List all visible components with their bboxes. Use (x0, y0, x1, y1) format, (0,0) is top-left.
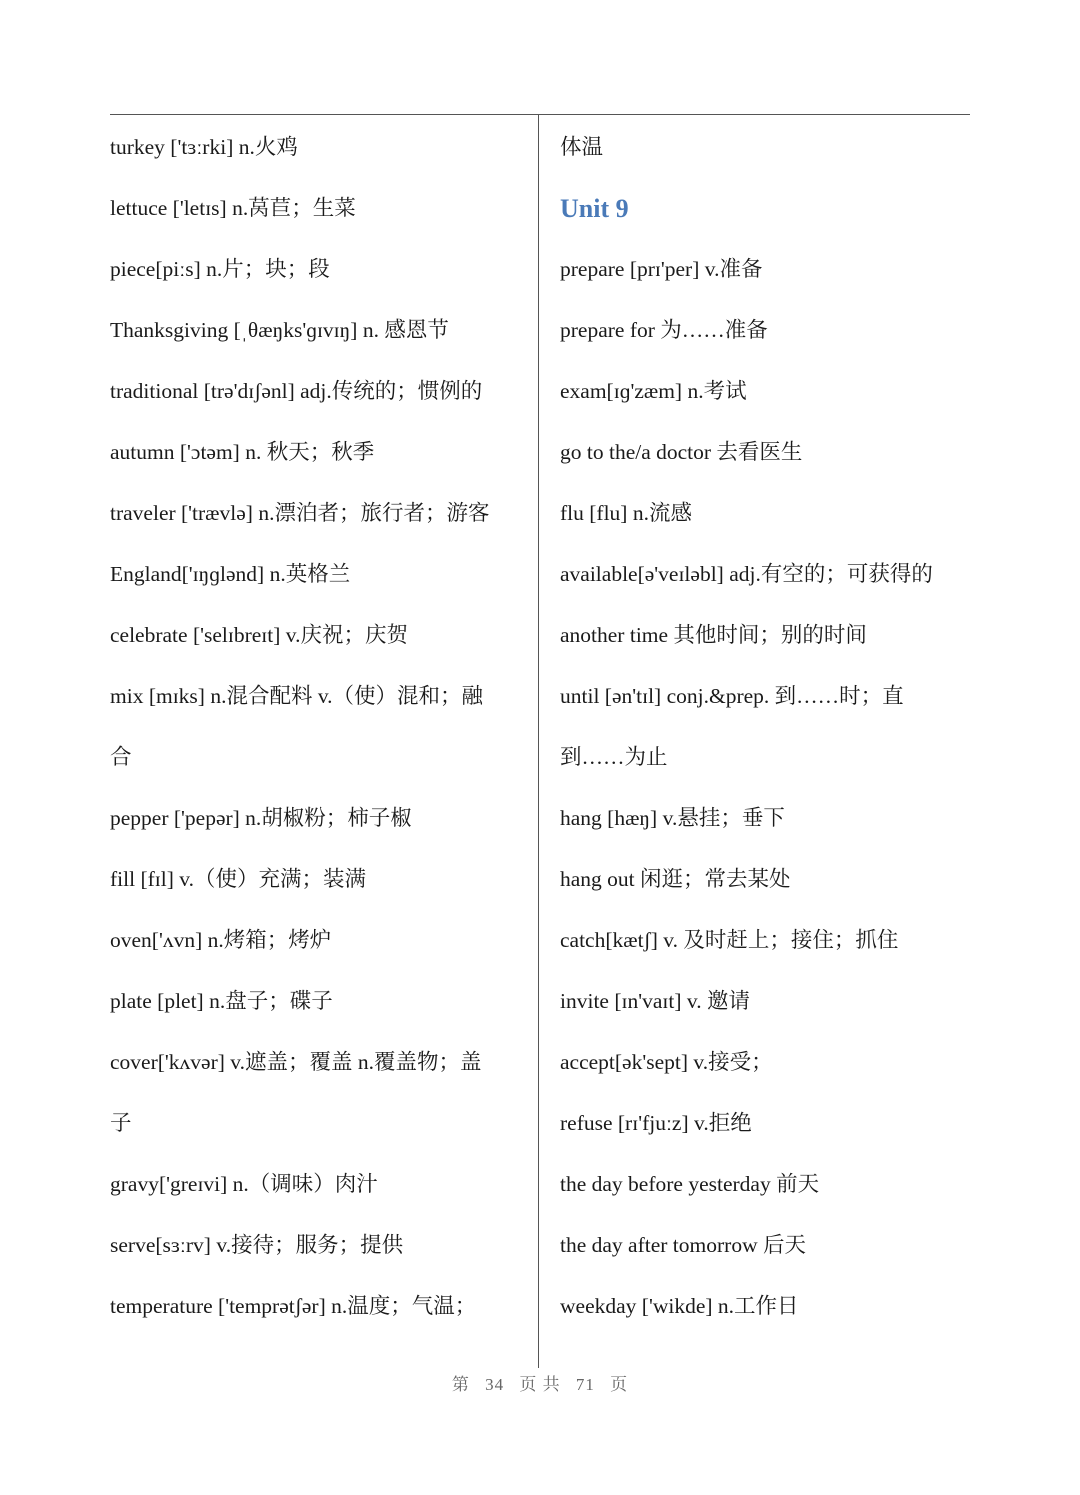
vocab-entry: gravy['greɪvi] n.（调味）肉汁 (110, 1172, 378, 1196)
unit-heading: Unit 9 (560, 194, 629, 223)
vocab-entry: mix [mɪks] n.混合配料 v.（使）混和；融 (110, 684, 484, 708)
vocab-entry: flu [flu] n.流感 (560, 501, 692, 525)
vocab-entry: temperature ['temprətʃər] n.温度；气温； (110, 1294, 477, 1318)
vocab-entry: traditional [trə'dɪʃənl] adj.传统的；惯例的 (110, 379, 483, 403)
footer-prefix: 第 (451, 1375, 470, 1394)
vocab-entry: go to the/a doctor 去看医生 (560, 440, 803, 464)
vocab-entry: invite [ɪn'vaɪt] v. 邀请 (560, 989, 750, 1013)
vocab-entry: fill [fɪl] v.（使）充满；装满 (110, 867, 366, 891)
vocab-entry: the day after tomorrow 后天 (560, 1233, 806, 1257)
left-column (110, 117, 530, 1337)
vocab-entry: accept[ək'sept] v.接受； (560, 1050, 773, 1074)
footer-middle: 页 共 (519, 1375, 561, 1394)
footer-total-pages: 71 (575, 1375, 595, 1394)
footer-suffix: 页 (610, 1375, 629, 1394)
vocab-entry: turkey ['tɜːrki] n.火鸡 (110, 135, 298, 159)
vocab-entry: autumn ['ɔtəm] n. 秋天；秋季 (110, 440, 375, 464)
vocab-entry: exam[ɪɡ'zæm] n.考试 (560, 379, 747, 403)
vocab-entry: hang [hæŋ] v.悬挂；垂下 (560, 806, 785, 830)
vocab-entry: another time 其他时间；别的时间 (560, 623, 867, 647)
vocab-entry: piece[piːs] n.片；块；段 (110, 257, 330, 281)
vocab-entry: the day before yesterday 前天 (560, 1172, 820, 1196)
vocab-entry: until [ən'tɪl] conj.&prep. 到……时；直 (560, 684, 904, 708)
vocab-entry: England['ɪŋɡlənd] n.英格兰 (110, 562, 351, 586)
vocab-entry: serve[sɜːrv] v.接待；服务；提供 (110, 1233, 404, 1257)
vocab-entry: pepper ['pepər] n.胡椒粉；柿子椒 (110, 806, 412, 830)
vocab-entry: Thanksgiving [ˌθæŋks'ɡɪvɪŋ] n. 感恩节 (110, 318, 449, 342)
vocab-entry: available[ə'veɪləbl] adj.有空的；可获得的 (560, 562, 933, 586)
vocab-entry: cover['kʌvər] v.遮盖；覆盖 n.覆盖物；盖 (110, 1050, 482, 1074)
vocab-entry: celebrate ['selɪbreɪt] v.庆祝；庆贺 (110, 623, 408, 647)
column-divider (538, 114, 539, 1368)
vocab-entry: plate [plet] n.盘子；碟子 (110, 989, 333, 1013)
footer-page-number: 34 (485, 1375, 505, 1394)
vocab-entry: lettuce ['letɪs] n.莴苣；生菜 (110, 196, 356, 220)
vocab-entry: traveler ['trævlə] n.漂泊者；旅行者；游客 (110, 501, 490, 525)
vocab-entry-continuation: 体温 (560, 135, 604, 159)
vocab-entry: prepare for 为……准备 (560, 318, 768, 342)
vocab-entry-continuation: 合 (110, 745, 132, 769)
vocab-entry: prepare [prɪ'per] v.准备 (560, 257, 763, 281)
vocab-entry: catch[kætʃ] v. 及时赶上；接住；抓住 (560, 928, 899, 952)
vocab-entry: hang out 闲逛；常去某处 (560, 867, 791, 891)
vocab-entry: oven['ʌvn] n.烤箱；烤炉 (110, 928, 332, 952)
vocab-entry: weekday ['wikde] n.工作日 (560, 1294, 799, 1318)
vocab-entry-continuation: 子 (110, 1111, 132, 1135)
page-footer (0, 1370, 1080, 1395)
top-rule (110, 114, 970, 115)
right-column (560, 117, 980, 1337)
vocab-entry: refuse [rɪ'fjuːz] v.拒绝 (560, 1111, 752, 1135)
vocab-entry-continuation: 到……为止 (560, 745, 668, 769)
